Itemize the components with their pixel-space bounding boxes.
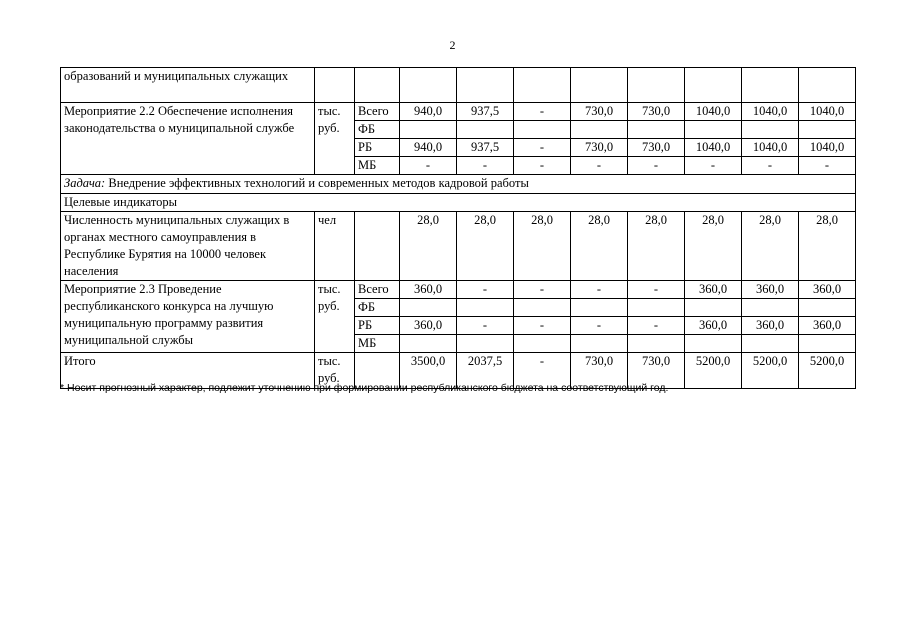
- value-cell: [400, 335, 457, 353]
- value-cell: -: [514, 353, 571, 389]
- value-cell: [457, 299, 514, 317]
- value-cell: 360,0: [742, 317, 799, 335]
- value-cell: [400, 121, 457, 139]
- value-cell: 5200,0: [742, 353, 799, 389]
- value-cell: -: [514, 281, 571, 299]
- empty-cell: [315, 68, 355, 103]
- budget-table: [60, 67, 856, 389]
- empty-cell: [514, 68, 571, 103]
- table-row-m22-source: [61, 103, 856, 121]
- value-cell: -: [457, 317, 514, 335]
- value-cell: [685, 335, 742, 353]
- budget-table-body: [61, 68, 856, 389]
- value-cell: 360,0: [400, 281, 457, 299]
- value-cell: 5200,0: [685, 353, 742, 389]
- empty-cell: [685, 68, 742, 103]
- value-cell: 28,0: [742, 212, 799, 281]
- value-cell: 1040,0: [799, 139, 856, 157]
- value-cell: 730,0: [628, 103, 685, 121]
- value-cell: 730,0: [571, 139, 628, 157]
- value-cell: [514, 335, 571, 353]
- value-cell: -: [571, 317, 628, 335]
- source-label-cell: Всего: [355, 103, 400, 121]
- measure-name-cell: Мероприятие 2.3 Проведение республиканского конкурса на лучшую муниципальную программу развития муниципальной службы: [61, 281, 315, 353]
- value-cell: [571, 299, 628, 317]
- value-cell: 940,0: [400, 139, 457, 157]
- value-cell: [628, 335, 685, 353]
- empty-cell: [355, 212, 400, 281]
- empty-cell: [742, 68, 799, 103]
- empty-cell: [799, 68, 856, 103]
- value-cell: 360,0: [685, 317, 742, 335]
- value-cell: 5200,0: [799, 353, 856, 389]
- value-cell: 28,0: [514, 212, 571, 281]
- empty-cell: [628, 68, 685, 103]
- source-label-cell: МБ: [355, 335, 400, 353]
- unit-cell: тыс. руб.: [315, 281, 355, 353]
- value-cell: 730,0: [628, 139, 685, 157]
- task-text: Внедрение эффективных технологий и современных методов кадровой работы: [105, 176, 529, 190]
- value-cell: 730,0: [628, 353, 685, 389]
- source-label-cell: МБ: [355, 157, 400, 175]
- value-cell: [571, 121, 628, 139]
- value-cell: -: [571, 157, 628, 175]
- value-cell: [799, 299, 856, 317]
- value-cell: 28,0: [685, 212, 742, 281]
- value-cell: -: [628, 281, 685, 299]
- value-cell: 730,0: [571, 103, 628, 121]
- source-label-cell: ФБ: [355, 121, 400, 139]
- footnote: * Носит прогнозный характер, подлежит уточнению при формировании республиканского бюджета на соответствующий год.: [60, 382, 669, 394]
- empty-cell: [571, 68, 628, 103]
- value-cell: [457, 335, 514, 353]
- task-cell: [61, 175, 856, 194]
- value-cell: [571, 335, 628, 353]
- value-cell: [400, 299, 457, 317]
- source-label-cell: Всего: [355, 281, 400, 299]
- value-cell: 937,5: [457, 139, 514, 157]
- value-cell: 2037,5: [457, 353, 514, 389]
- table-row-continuation: [61, 68, 856, 103]
- value-cell: -: [514, 103, 571, 121]
- task-label: Задача:: [64, 176, 106, 190]
- value-cell: 940,0: [400, 103, 457, 121]
- value-cell: [742, 335, 799, 353]
- value-cell: [799, 121, 856, 139]
- value-cell: -: [457, 157, 514, 175]
- value-cell: [628, 299, 685, 317]
- value-cell: -: [628, 317, 685, 335]
- value-cell: [685, 299, 742, 317]
- table-row-task: [61, 175, 856, 194]
- value-cell: 28,0: [799, 212, 856, 281]
- value-cell: 1040,0: [742, 103, 799, 121]
- empty-cell: [457, 68, 514, 103]
- value-cell: 360,0: [799, 281, 856, 299]
- value-cell: [514, 121, 571, 139]
- value-cell: -: [571, 281, 628, 299]
- value-cell: 730,0: [571, 353, 628, 389]
- value-cell: 28,0: [628, 212, 685, 281]
- source-label-cell: РБ: [355, 317, 400, 335]
- source-label-cell: РБ: [355, 139, 400, 157]
- empty-cell: [400, 68, 457, 103]
- table-row-m23-source: [61, 281, 856, 299]
- value-cell: [628, 121, 685, 139]
- indicators-header-cell: Целевые индикаторы: [61, 194, 856, 212]
- value-cell: [799, 335, 856, 353]
- value-cell: 360,0: [685, 281, 742, 299]
- value-cell: 28,0: [571, 212, 628, 281]
- value-cell: -: [628, 157, 685, 175]
- value-cell: 3500,0: [400, 353, 457, 389]
- table-row-indicator: [61, 212, 856, 281]
- unit-cell: тыс. руб.: [315, 103, 355, 175]
- value-cell: -: [514, 317, 571, 335]
- value-cell: 1040,0: [742, 139, 799, 157]
- value-cell: -: [457, 281, 514, 299]
- value-cell: 1040,0: [685, 139, 742, 157]
- value-cell: -: [799, 157, 856, 175]
- unit-cell: чел: [315, 212, 355, 281]
- value-cell: [514, 299, 571, 317]
- value-cell: [457, 121, 514, 139]
- value-cell: [742, 299, 799, 317]
- value-cell: [742, 121, 799, 139]
- empty-cell: [355, 68, 400, 103]
- value-cell: -: [685, 157, 742, 175]
- page-number: 2: [449, 38, 456, 52]
- value-cell: 360,0: [742, 281, 799, 299]
- value-cell: 937,5: [457, 103, 514, 121]
- value-cell: [685, 121, 742, 139]
- unit-cell: тыс. руб.: [315, 353, 355, 389]
- measure-name-cell: образований и муниципальных служащих: [61, 68, 315, 103]
- value-cell: 28,0: [400, 212, 457, 281]
- measure-name-cell: Мероприятие 2.2 Обеспечение исполнения законодательства о муниципальной службе: [61, 103, 315, 175]
- value-cell: -: [400, 157, 457, 175]
- value-cell: 360,0: [400, 317, 457, 335]
- value-cell: -: [514, 157, 571, 175]
- value-cell: -: [514, 139, 571, 157]
- table-row-indicators-header: [61, 194, 856, 212]
- value-cell: 360,0: [799, 317, 856, 335]
- value-cell: 28,0: [457, 212, 514, 281]
- value-cell: 1040,0: [685, 103, 742, 121]
- indicator-name-cell: Численность муниципальных служащих в органах местного самоуправления в Республике Бурятия на 10000 человек населения: [61, 212, 315, 281]
- source-label-cell: ФБ: [355, 299, 400, 317]
- value-cell: 1040,0: [799, 103, 856, 121]
- total-label-cell: Итого: [61, 353, 315, 389]
- value-cell: -: [742, 157, 799, 175]
